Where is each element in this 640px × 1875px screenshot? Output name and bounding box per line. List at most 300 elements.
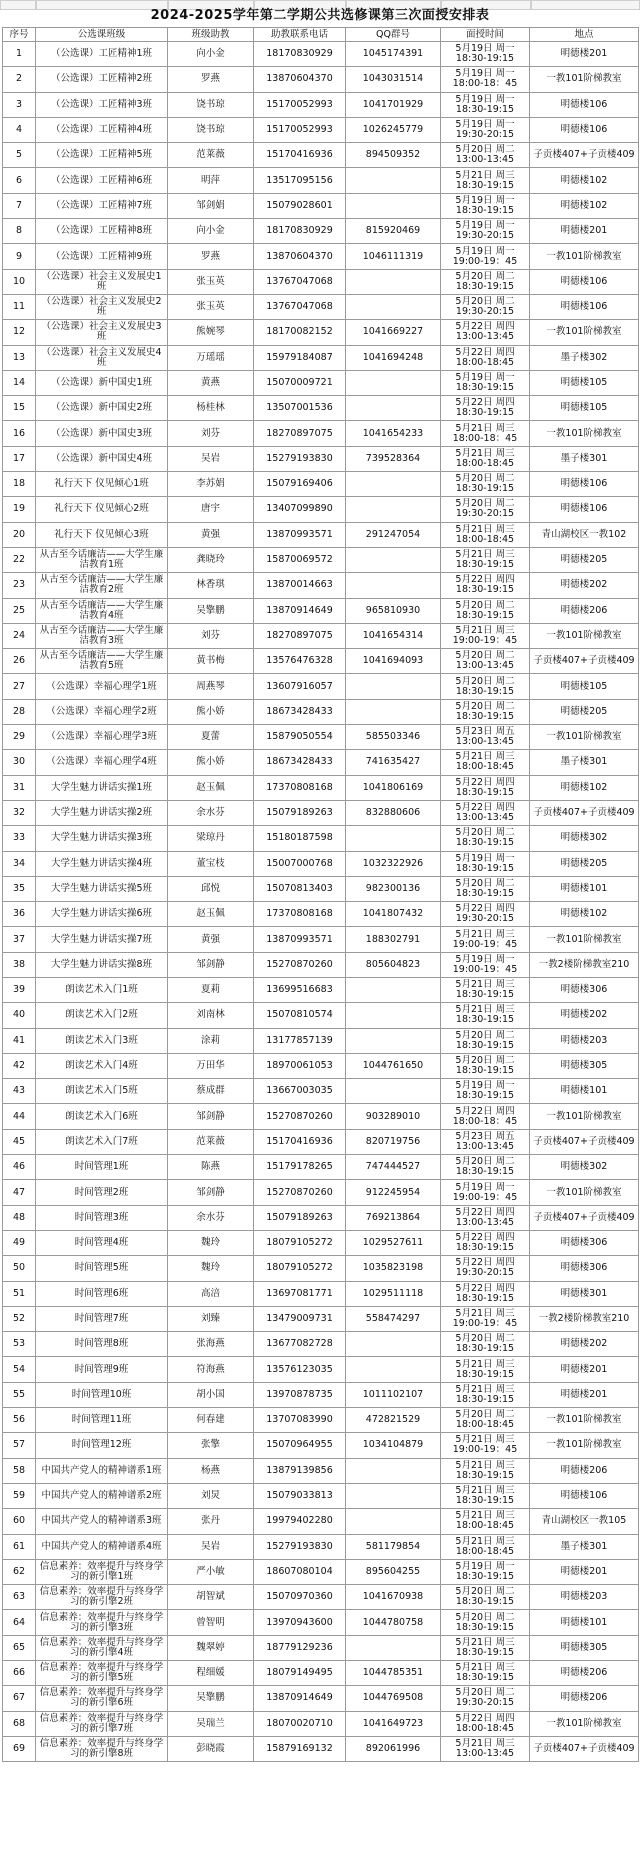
assistant-phone: 13767047068 xyxy=(254,269,346,294)
location: 明德楼102 xyxy=(530,775,639,800)
row-index: 58 xyxy=(3,1458,36,1483)
row-index: 15 xyxy=(3,396,36,421)
header-cell-index: 序号 xyxy=(3,28,36,42)
assistant-phone: 13870914649 xyxy=(254,1686,346,1711)
assistant-name: 曾智明 xyxy=(168,1610,254,1635)
session-time: 5月21日 周三 18:00-18:45 xyxy=(441,522,530,547)
location: 明德楼201 xyxy=(530,1357,639,1382)
table-row xyxy=(3,117,639,142)
session-time: 5月21日 周三 18:00-18：45 xyxy=(441,421,530,446)
assistant-phone: 13870604370 xyxy=(254,244,346,269)
qq-group: 1034104879 xyxy=(346,1433,441,1458)
row-index: 33 xyxy=(3,826,36,851)
assistant-phone: 15870069572 xyxy=(254,547,346,572)
assistant-name: 严小敏 xyxy=(168,1559,254,1584)
qq-group: 1041670938 xyxy=(346,1585,441,1610)
location: 一教101阶梯教室 xyxy=(530,320,639,345)
qq-group xyxy=(346,1509,441,1534)
session-time: 5月22日 周四 18:30-19:15 xyxy=(441,1281,530,1306)
location: 明德楼206 xyxy=(530,598,639,623)
row-index: 9 xyxy=(3,244,36,269)
class-name: 礼行天下 仪见倾心1班 xyxy=(36,472,168,497)
assistant-phone: 15070009721 xyxy=(254,370,346,395)
assistant-phone: 13699516683 xyxy=(254,977,346,1002)
class-name: 时间管理2班 xyxy=(36,1180,168,1205)
assistant-phone: 15279193830 xyxy=(254,446,346,471)
session-time: 5月23日 周五 13:00-13:45 xyxy=(441,725,530,750)
class-name: 时间管理1班 xyxy=(36,1155,168,1180)
assistant-name: 林香琪 xyxy=(168,573,254,598)
qq-group xyxy=(346,1483,441,1508)
assistant-name: 吴瑞兰 xyxy=(168,1711,254,1736)
assistant-phone: 13517095156 xyxy=(254,168,346,193)
qq-group: 892061996 xyxy=(346,1736,441,1761)
assistant-name: 邹剑娟 xyxy=(168,193,254,218)
qq-group: 1044761650 xyxy=(346,1053,441,1078)
session-time: 5月20日 周二 18:30-19:15 xyxy=(441,1610,530,1635)
class-name: （公选课）新中国史2班 xyxy=(36,396,168,421)
row-index: 63 xyxy=(3,1585,36,1610)
assistant-name: 向小金 xyxy=(168,219,254,244)
qq-group xyxy=(346,1458,441,1483)
row-index: 54 xyxy=(3,1357,36,1382)
session-time: 5月20日 周二 18:30-19:15 xyxy=(441,1332,530,1357)
qq-group: 982300136 xyxy=(346,876,441,901)
qq-group: 894509352 xyxy=(346,143,441,168)
row-index: 65 xyxy=(3,1635,36,1660)
qq-group: 1026245779 xyxy=(346,117,441,142)
assistant-phone: 13177857139 xyxy=(254,1028,346,1053)
row-index: 41 xyxy=(3,1028,36,1053)
class-name: 时间管理6班 xyxy=(36,1281,168,1306)
qq-group: 1041806169 xyxy=(346,775,441,800)
qq-group: 1029511118 xyxy=(346,1281,441,1306)
row-index: 23 xyxy=(3,573,36,598)
row-index: 51 xyxy=(3,1281,36,1306)
session-time: 5月19日 周一 18:30-19:15 xyxy=(441,42,530,67)
assistant-name: 吴岩 xyxy=(168,1534,254,1559)
table-row xyxy=(3,421,639,446)
qq-group: 1043031514 xyxy=(346,67,441,92)
assistant-phone: 18079149495 xyxy=(254,1661,346,1686)
table-row xyxy=(3,472,639,497)
session-time: 5月20日 周二 18:00-18:45 xyxy=(441,1408,530,1433)
assistant-phone: 15070810574 xyxy=(254,1003,346,1028)
assistant-name: 董宝枝 xyxy=(168,851,254,876)
qq-group: 188302791 xyxy=(346,927,441,952)
class-name: 信息素养：效率提升与终身学习的新引擎1班 xyxy=(36,1559,168,1584)
assistant-phone: 18270897075 xyxy=(254,421,346,446)
assistant-name: 黄书梅 xyxy=(168,649,254,674)
table-row xyxy=(3,1205,639,1230)
assistant-phone: 18673428433 xyxy=(254,699,346,724)
session-time: 5月22日 周四 19:30-20:15 xyxy=(441,1256,530,1281)
table-row xyxy=(3,1155,639,1180)
table-row xyxy=(3,168,639,193)
assistant-name: 赵玉佩 xyxy=(168,775,254,800)
table-row xyxy=(3,1382,639,1407)
location: 明德楼206 xyxy=(530,1686,639,1711)
row-index: 45 xyxy=(3,1129,36,1154)
class-name: 信息素养：效率提升与终身学习的新引擎2班 xyxy=(36,1585,168,1610)
qq-group: 1032322926 xyxy=(346,851,441,876)
session-time: 5月19日 周一 18:30-19:15 xyxy=(441,1079,530,1104)
table-row xyxy=(3,396,639,421)
assistant-name: 何春建 xyxy=(168,1408,254,1433)
class-name: 大学生魅力讲话实操6班 xyxy=(36,902,168,927)
location: 明德楼101 xyxy=(530,1610,639,1635)
class-name: 信息素养：效率提升与终身学习的新引擎3班 xyxy=(36,1610,168,1635)
session-time: 5月22日 周四 13:00-13:45 xyxy=(441,800,530,825)
assistant-phone: 15007000768 xyxy=(254,851,346,876)
assistant-phone: 13407099890 xyxy=(254,497,346,522)
class-name: 中国共产党人的精神谱系3班 xyxy=(36,1509,168,1534)
table-row xyxy=(3,1408,639,1433)
table-row xyxy=(3,1736,639,1761)
session-time: 5月22日 周四 18:30-19:15 xyxy=(441,396,530,421)
location: 明德楼102 xyxy=(530,168,639,193)
location: 明德楼106 xyxy=(530,269,639,294)
location: 明德楼201 xyxy=(530,219,639,244)
assistant-phone: 15879169132 xyxy=(254,1736,346,1761)
assistant-name: 唐宇 xyxy=(168,497,254,522)
row-index: 19 xyxy=(3,497,36,522)
table-row xyxy=(3,294,639,319)
assistant-phone: 18673428433 xyxy=(254,750,346,775)
location: 明德楼203 xyxy=(530,1028,639,1053)
row-index: 26 xyxy=(3,649,36,674)
assistant-phone: 13879139856 xyxy=(254,1458,346,1483)
assistant-name: 胡小国 xyxy=(168,1382,254,1407)
session-time: 5月21日 周三 19:00-19：45 xyxy=(441,623,530,648)
assistant-name: 胡智斌 xyxy=(168,1585,254,1610)
assistant-phone: 18970061053 xyxy=(254,1053,346,1078)
qq-group: 903289010 xyxy=(346,1104,441,1129)
table-row xyxy=(3,1104,639,1129)
table-row xyxy=(3,927,639,952)
location: 明德楼106 xyxy=(530,294,639,319)
table-row xyxy=(3,1534,639,1559)
assistant-phone: 18170830929 xyxy=(254,219,346,244)
class-name: （公选课）工匠精神2班 xyxy=(36,67,168,92)
location: 明德楼106 xyxy=(530,117,639,142)
assistant-name: 龚晓玲 xyxy=(168,547,254,572)
class-name: 朗读艺术入门2班 xyxy=(36,1003,168,1028)
class-name: （公选课）社会主义发展史3班 xyxy=(36,320,168,345)
row-index: 44 xyxy=(3,1104,36,1129)
session-time: 5月21日 周三 19:00-19：45 xyxy=(441,927,530,952)
assistant-phone: 15070964955 xyxy=(254,1433,346,1458)
row-index: 57 xyxy=(3,1433,36,1458)
location: 明德楼205 xyxy=(530,699,639,724)
table-row xyxy=(3,1281,639,1306)
assistant-name: 张丹 xyxy=(168,1509,254,1534)
class-name: 时间管理7班 xyxy=(36,1306,168,1331)
session-time: 5月19日 周一 18:30-19:15 xyxy=(441,370,530,395)
location: 一教101阶梯教室 xyxy=(530,244,639,269)
row-index: 48 xyxy=(3,1205,36,1230)
assistant-name: 罗燕 xyxy=(168,244,254,269)
row-index: 6 xyxy=(3,168,36,193)
location: 明德楼106 xyxy=(530,472,639,497)
header-row xyxy=(3,28,639,42)
assistant-name: 周燕琴 xyxy=(168,674,254,699)
qq-group: 1044780758 xyxy=(346,1610,441,1635)
session-time: 5月20日 周二 13:00-13:45 xyxy=(441,143,530,168)
row-index: 55 xyxy=(3,1382,36,1407)
qq-group xyxy=(346,573,441,598)
assistant-name: 吴岩 xyxy=(168,446,254,471)
assistant-phone: 15270870260 xyxy=(254,1180,346,1205)
session-time: 5月20日 周二 18:30-19:15 xyxy=(441,598,530,623)
session-time: 5月23日 周五 13:00-13:45 xyxy=(441,1129,530,1154)
assistant-phone: 15179178265 xyxy=(254,1155,346,1180)
assistant-name: 饶书琼 xyxy=(168,117,254,142)
class-name: （公选课）工匠精神1班 xyxy=(36,42,168,67)
class-name: 时间管理11班 xyxy=(36,1408,168,1433)
assistant-phone: 18607080104 xyxy=(254,1559,346,1584)
assistant-name: 邱悦 xyxy=(168,876,254,901)
assistant-phone: 13870604370 xyxy=(254,67,346,92)
class-name: 从古至今话廉洁——大学生廉洁教育1班 xyxy=(36,547,168,572)
session-time: 5月21日 周三 18:30-19:15 xyxy=(441,168,530,193)
location: 墨子楼301 xyxy=(530,446,639,471)
table-row xyxy=(3,1585,639,1610)
qq-group xyxy=(346,1028,441,1053)
qq-group: 1041654233 xyxy=(346,421,441,446)
assistant-name: 蔡成群 xyxy=(168,1079,254,1104)
class-name: 时间管理8班 xyxy=(36,1332,168,1357)
assistant-name: 向小金 xyxy=(168,42,254,67)
row-index: 62 xyxy=(3,1559,36,1584)
location: 一教101阶梯教室 xyxy=(530,725,639,750)
table-row xyxy=(3,1129,639,1154)
row-index: 14 xyxy=(3,370,36,395)
class-name: 大学生魅力讲话实操3班 xyxy=(36,826,168,851)
location: 明德楼201 xyxy=(530,1559,639,1584)
class-name: 信息素养：效率提升与终身学习的新引擎7班 xyxy=(36,1711,168,1736)
class-name: 中国共产党人的精神谱系2班 xyxy=(36,1483,168,1508)
qq-group xyxy=(346,370,441,395)
row-index: 49 xyxy=(3,1230,36,1255)
row-index: 35 xyxy=(3,876,36,901)
qq-group: 1029527611 xyxy=(346,1230,441,1255)
location: 明德楼106 xyxy=(530,1483,639,1508)
assistant-name: 饶书琼 xyxy=(168,92,254,117)
class-name: （公选课）新中国史1班 xyxy=(36,370,168,395)
table-row xyxy=(3,826,639,851)
table-row xyxy=(3,1053,639,1078)
table-row xyxy=(3,977,639,1002)
assistant-phone: 13870014663 xyxy=(254,573,346,598)
assistant-name: 万瑶瑶 xyxy=(168,345,254,370)
assistant-phone: 13697081771 xyxy=(254,1281,346,1306)
location: 一教2楼阶梯教室210 xyxy=(530,952,639,977)
row-index: 18 xyxy=(3,472,36,497)
row-index: 34 xyxy=(3,851,36,876)
location: 子贡楼407+子贡楼409 xyxy=(530,1205,639,1230)
row-index: 2 xyxy=(3,67,36,92)
assistant-phone: 15079033813 xyxy=(254,1483,346,1508)
assistant-phone: 15279193830 xyxy=(254,1534,346,1559)
qq-group xyxy=(346,1357,441,1382)
row-index: 24 xyxy=(3,623,36,648)
session-time: 5月19日 周一 18:30-19:15 xyxy=(441,1559,530,1584)
qq-group xyxy=(346,1332,441,1357)
assistant-name: 邹剑静 xyxy=(168,1104,254,1129)
row-index: 56 xyxy=(3,1408,36,1433)
row-index: 27 xyxy=(3,674,36,699)
class-name: 朗读艺术入门3班 xyxy=(36,1028,168,1053)
class-name: 从古至今话廉洁——大学生廉洁教育5班 xyxy=(36,649,168,674)
assistant-name: 李苏娟 xyxy=(168,472,254,497)
class-name: （公选课）社会主义发展史2班 xyxy=(36,294,168,319)
qq-group: 820719756 xyxy=(346,1129,441,1154)
location: 子贡楼407+子贡楼409 xyxy=(530,800,639,825)
class-name: （公选课）社会主义发展史1班 xyxy=(36,269,168,294)
row-index: 50 xyxy=(3,1256,36,1281)
assistant-name: 夏蕾 xyxy=(168,725,254,750)
assistant-phone: 15170052993 xyxy=(254,117,346,142)
assistant-name: 刘臻 xyxy=(168,1306,254,1331)
row-index: 11 xyxy=(3,294,36,319)
session-time: 5月19日 周一 18:30-19:15 xyxy=(441,193,530,218)
class-name: （公选课）工匠精神4班 xyxy=(36,117,168,142)
class-name: 时间管理9班 xyxy=(36,1357,168,1382)
table-row xyxy=(3,143,639,168)
assistant-phone: 13576123035 xyxy=(254,1357,346,1382)
assistant-name: 刘炅 xyxy=(168,1483,254,1508)
table-row xyxy=(3,269,639,294)
location: 明德楼105 xyxy=(530,674,639,699)
row-index: 29 xyxy=(3,725,36,750)
location: 明德楼105 xyxy=(530,370,639,395)
qq-group: 472821529 xyxy=(346,1408,441,1433)
assistant-name: 熊婉琴 xyxy=(168,320,254,345)
session-time: 5月20日 周二 18:30-19:15 xyxy=(441,269,530,294)
location: 墨子楼301 xyxy=(530,750,639,775)
assistant-name: 万田华 xyxy=(168,1053,254,1078)
row-index: 30 xyxy=(3,750,36,775)
qq-group xyxy=(346,547,441,572)
qq-group: 1044769508 xyxy=(346,1686,441,1711)
class-name: 大学生魅力讲话实操1班 xyxy=(36,775,168,800)
table-row xyxy=(3,952,639,977)
location: 明德楼202 xyxy=(530,1332,639,1357)
row-index: 46 xyxy=(3,1155,36,1180)
class-name: （公选课）工匠精神6班 xyxy=(36,168,168,193)
location: 一教101阶梯教室 xyxy=(530,421,639,446)
session-time: 5月21日 周三 18:30-19:15 xyxy=(441,1483,530,1508)
table-row xyxy=(3,446,639,471)
session-time: 5月19日 周一 19:30-20:15 xyxy=(441,117,530,142)
location: 青山湖校区一教105 xyxy=(530,1509,639,1534)
session-time: 5月21日 周三 18:30-19:15 xyxy=(441,547,530,572)
qq-group xyxy=(346,472,441,497)
class-name: 礼行天下 仪见倾心2班 xyxy=(36,497,168,522)
assistant-name: 张擎 xyxy=(168,1433,254,1458)
row-index: 22 xyxy=(3,547,36,572)
table-row xyxy=(3,1079,639,1104)
session-time: 5月20日 周二 18:30-19:15 xyxy=(441,1155,530,1180)
class-name: （公选课）工匠精神9班 xyxy=(36,244,168,269)
assistant-name: 邹剑静 xyxy=(168,952,254,977)
session-time: 5月22日 周四 18:00-18：45 xyxy=(441,1104,530,1129)
assistant-name: 刘芬 xyxy=(168,421,254,446)
assistant-name: 张海燕 xyxy=(168,1332,254,1357)
qq-group: 912245954 xyxy=(346,1180,441,1205)
row-index: 38 xyxy=(3,952,36,977)
table-row xyxy=(3,1003,639,1028)
assistant-phone: 13870993571 xyxy=(254,927,346,952)
row-index: 5 xyxy=(3,143,36,168)
table-row xyxy=(3,1559,639,1584)
qq-group xyxy=(346,1079,441,1104)
session-time: 5月22日 周四 18:00-18:45 xyxy=(441,345,530,370)
location: 一教101阶梯教室 xyxy=(530,927,639,952)
assistant-name: 符海燕 xyxy=(168,1357,254,1382)
row-index: 3 xyxy=(3,92,36,117)
row-index: 42 xyxy=(3,1053,36,1078)
assistant-name: 张玉英 xyxy=(168,294,254,319)
session-time: 5月21日 周三 18:00-18:45 xyxy=(441,1509,530,1534)
class-name: （公选课）幸福心理学1班 xyxy=(36,674,168,699)
qq-group: 581179854 xyxy=(346,1534,441,1559)
qq-group: 1041807432 xyxy=(346,902,441,927)
qq-group xyxy=(346,826,441,851)
session-time: 5月20日 周二 18:30-19:15 xyxy=(441,1028,530,1053)
session-time: 5月21日 周三 19:00-19：45 xyxy=(441,1433,530,1458)
assistant-phone: 15079189263 xyxy=(254,800,346,825)
assistant-phone: 13607916057 xyxy=(254,674,346,699)
class-name: 礼行天下 仪见倾心3班 xyxy=(36,522,168,547)
table-row xyxy=(3,522,639,547)
qq-group: 741635427 xyxy=(346,750,441,775)
location: 子贡楼407+子贡楼409 xyxy=(530,649,639,674)
qq-group: 965810930 xyxy=(346,598,441,623)
row-index: 12 xyxy=(3,320,36,345)
qq-group: 1011102107 xyxy=(346,1382,441,1407)
session-time: 5月21日 周三 18:30-19:15 xyxy=(441,1661,530,1686)
class-name: 朗读艺术入门4班 xyxy=(36,1053,168,1078)
row-index: 66 xyxy=(3,1661,36,1686)
qq-group: 895604255 xyxy=(346,1559,441,1584)
session-time: 5月22日 周四 19:30-20:15 xyxy=(441,902,530,927)
location: 明德楼302 xyxy=(530,1155,639,1180)
qq-group: 1045174391 xyxy=(346,42,441,67)
session-time: 5月19日 周一 19:30-20:15 xyxy=(441,219,530,244)
session-time: 5月20日 周二 18:30-19:15 xyxy=(441,826,530,851)
qq-group: 1041654314 xyxy=(346,623,441,648)
row-index: 43 xyxy=(3,1079,36,1104)
table-row xyxy=(3,1028,639,1053)
location: 明德楼205 xyxy=(530,547,639,572)
class-name: （公选课）社会主义发展史4班 xyxy=(36,345,168,370)
table-row xyxy=(3,1256,639,1281)
assistant-phone: 18270897075 xyxy=(254,623,346,648)
table-row xyxy=(3,800,639,825)
table-row xyxy=(3,1711,639,1736)
table-row xyxy=(3,547,639,572)
assistant-phone: 15180187598 xyxy=(254,826,346,851)
assistant-name: 魏玲 xyxy=(168,1256,254,1281)
qq-group xyxy=(346,396,441,421)
schedule-table xyxy=(2,27,639,1762)
row-index: 39 xyxy=(3,977,36,1002)
session-time: 5月21日 周三 13:00-13:45 xyxy=(441,1736,530,1761)
class-name: 时间管理4班 xyxy=(36,1230,168,1255)
table-row xyxy=(3,42,639,67)
